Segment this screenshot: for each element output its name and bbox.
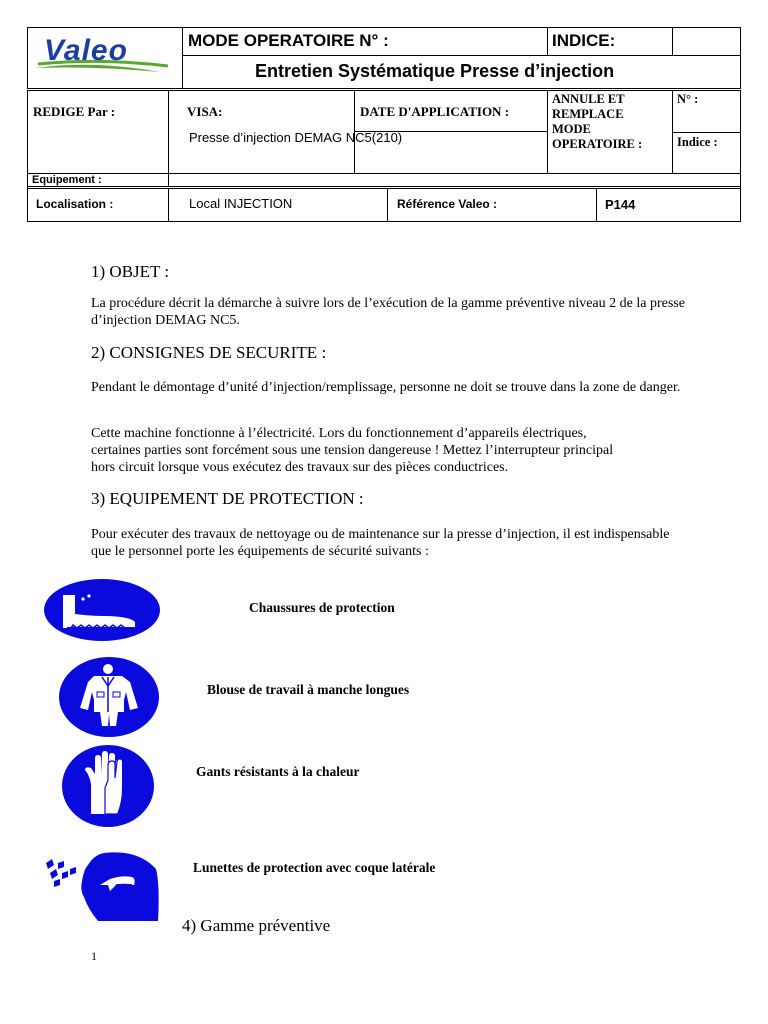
redige-label: REDIGE Par : [33, 104, 116, 119]
section-3-title: 3) EQUIPEMENT DE PROTECTION : [91, 489, 364, 508]
valeo-logo [32, 34, 174, 80]
safety-shoe-icon [43, 578, 161, 642]
mode-operatoire-label: MODE OPERATOIRE N° : [188, 31, 389, 50]
machine-name: Presse d’injection DEMAG NC5(210) [189, 130, 403, 145]
document-title: Entretien Systématique Presse d’injection [255, 61, 615, 81]
section-2-text-2: Cette machine fonctionne à l’électricité. Lors du fonctionnement d’appareils électriques, certaines parties sont forcément sous une tension dangereuse ! Mettez l’interrupteur principal hors circuit lorsque vous exécutez des travaux sur des pièces conductrices. [91, 426, 614, 475]
date-application-label: DATE D'APPLICATION : [360, 104, 510, 119]
section-1-text: La procédure décrit la démarche à suivre lors de l’exécution de la gamme préventive niveau 2 de la presse d’injection DEMAG NC5. [91, 296, 685, 328]
indice-label: INDICE: [552, 31, 616, 50]
section-3-text: Pour exécuter des travaux de nettoyage ou de maintenance sur la presse d’injection, il est indispensable que le personnel porte les équipements de sécurité suivants : [91, 527, 670, 559]
ppe-label-shoes: Chaussures de protection [249, 600, 395, 615]
page-number: 1 [91, 949, 97, 963]
safety-goggles-icon [44, 851, 160, 925]
annule-remplace-label: ANNULE ET REMPLACE MODE OPERATOIRE : [552, 92, 643, 151]
localisation-value: Local INJECTION [189, 196, 293, 211]
heat-gloves-icon [61, 744, 155, 828]
numero-label: N° : [677, 92, 699, 106]
section-4-title: 4) Gamme préventive [182, 916, 331, 935]
ppe-label-goggles: Lunettes de protection avec coque latérale [193, 860, 436, 875]
logo-text: Valeo [44, 34, 128, 67]
work-coat-icon [58, 656, 160, 738]
section-2-text-1: Pendant le démontage d’unité d’injection/remplissage, personne ne doit se trouve dans la zone de danger. [91, 380, 681, 395]
ppe-label-gloves: Gants résistants à la chaleur [196, 764, 360, 779]
reference-label: Référence Valeo : [397, 197, 498, 211]
localisation-label: Localisation : [36, 197, 114, 211]
indice-2-label: Indice : [677, 135, 718, 149]
equipement-label: Equipement : [32, 174, 102, 186]
ppe-label-coat: Blouse de travail à manche longues [207, 682, 410, 697]
visa-label: VISA: [187, 104, 223, 119]
reference-value: P144 [605, 197, 636, 212]
section-1-title: 1) OBJET : [91, 262, 170, 281]
section-2-title: 2) CONSIGNES DE SECURITE : [91, 343, 327, 362]
